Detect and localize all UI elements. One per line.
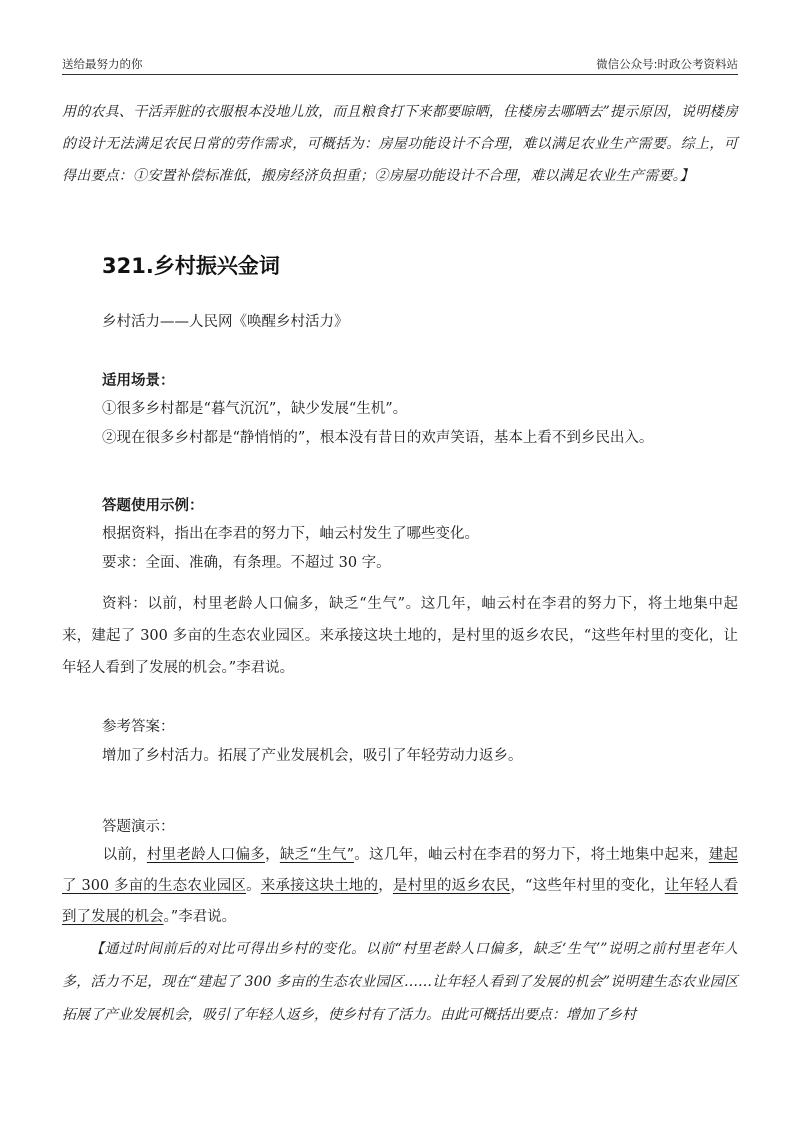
demo-text-segment: ，“这些年村里的变化， [510, 878, 665, 894]
reference-answer: 增加了乡村活力。拓展了产业发展机会，吸引了年轻劳动力返乡。 [102, 748, 523, 764]
scenario-item: ①很多乡村都是“暮气沉沉”，缺少发展“生机”。 [102, 401, 408, 417]
reference-heading: 参考答案： [102, 719, 175, 735]
demo-block [102, 813, 738, 842]
underlined-key-phrase: 缺乏“生气” [279, 847, 355, 863]
example-question: 根据资料，指出在李君的努力下，岫云村发生了哪些变化。 [102, 526, 479, 542]
demo-text-segment: ， [265, 847, 280, 863]
demo-text-segment: 。 [246, 878, 261, 894]
example-heading: 答题使用示例： [102, 497, 204, 514]
page-header [62, 52, 738, 75]
section-subtitle-block [102, 308, 738, 337]
underlined-key-phrase: 来承接这块土地的 [260, 878, 379, 894]
example-block [102, 491, 738, 578]
scenarios-block [102, 366, 738, 453]
reference-block [102, 713, 738, 771]
example-material: 资料：以前，村里老龄人口偏多，缺乏“生气”。这几年，岫云村在李君的努力下，将土地集中起来，建起了 300 多亩的生态农业园区。来承接这块土地的，是村里的返乡农民，“这些年村里的变化，让年轻人看到了发展的机会。”李君说。 [62, 596, 738, 676]
demo-text-block [62, 840, 738, 933]
underlined-key-phrase: 让年轻人看到了发展的机会 [62, 878, 739, 925]
underlined-key-phrase: 建起了 300 多亩的生态农业园区 [62, 847, 739, 894]
demo-text-segment: 。这几年，岫云村在李君的努力下，将土地集中起来， [354, 847, 709, 863]
section-subtitle: 乡村活力——人民网《唤醒乡村活力》 [102, 314, 349, 330]
underlined-key-phrase: 村里老龄人口偏多 [146, 847, 266, 863]
example-material-block [62, 588, 738, 684]
demo-text-segment: 以前， [102, 847, 147, 863]
scenarios-heading: 适用场景： [102, 372, 175, 389]
example-requirement: 要求：全面、准确，有条理。不超过 30 字。 [102, 555, 391, 571]
header-left-text: 送给最努力的你 [62, 57, 143, 71]
demo-text-segment: ， [378, 878, 393, 894]
top-paragraph: 用的农具、干活弄脏的衣服根本没地儿放，而且粮食打下来都要晾晒，住楼房去哪晒去”提示原因，说明楼房的设计无法满足农民日常的劳作需求，可概括为：房屋功能设计不合理，难以满足农业生产需要。综上，可得出要点：①安置补偿标准低，搬房经济负担重；②房屋功能设计不合理，难以满足农业生产需要。】 [62, 104, 738, 184]
top-paragraph-block [62, 96, 738, 192]
demo-text-segment: 。”李君说。 [163, 909, 237, 925]
section-title: 321.乡村振兴金词 [102, 254, 280, 278]
header-right-text: 微信公众号:时政公考资料站 [596, 57, 738, 71]
underlined-key-phrase: 是村里的返乡农民 [392, 878, 511, 894]
analysis-paragraph: 【通过时间前后的对比可得出乡村的变化。以前“村里老龄人口偏多，缺乏‘生气’”说明之前村里老年人多，活力不足，现在“建起了 300 多亩的生态农业园区……让年轻人看到了发展的机会”说明建生态农业园区拓展了产业发展机会，吸引了年轻人返乡，使乡村有了活力。由此可概括出要点：增加了乡村 [62, 941, 738, 1023]
demo-heading: 答题演示： [102, 819, 175, 835]
scenario-item: ②现在很多乡村都是“静悄悄的”，根本没有昔日的欢声笑语，基本上看不到乡民出入。 [102, 430, 654, 446]
demo-text [62, 840, 738, 933]
